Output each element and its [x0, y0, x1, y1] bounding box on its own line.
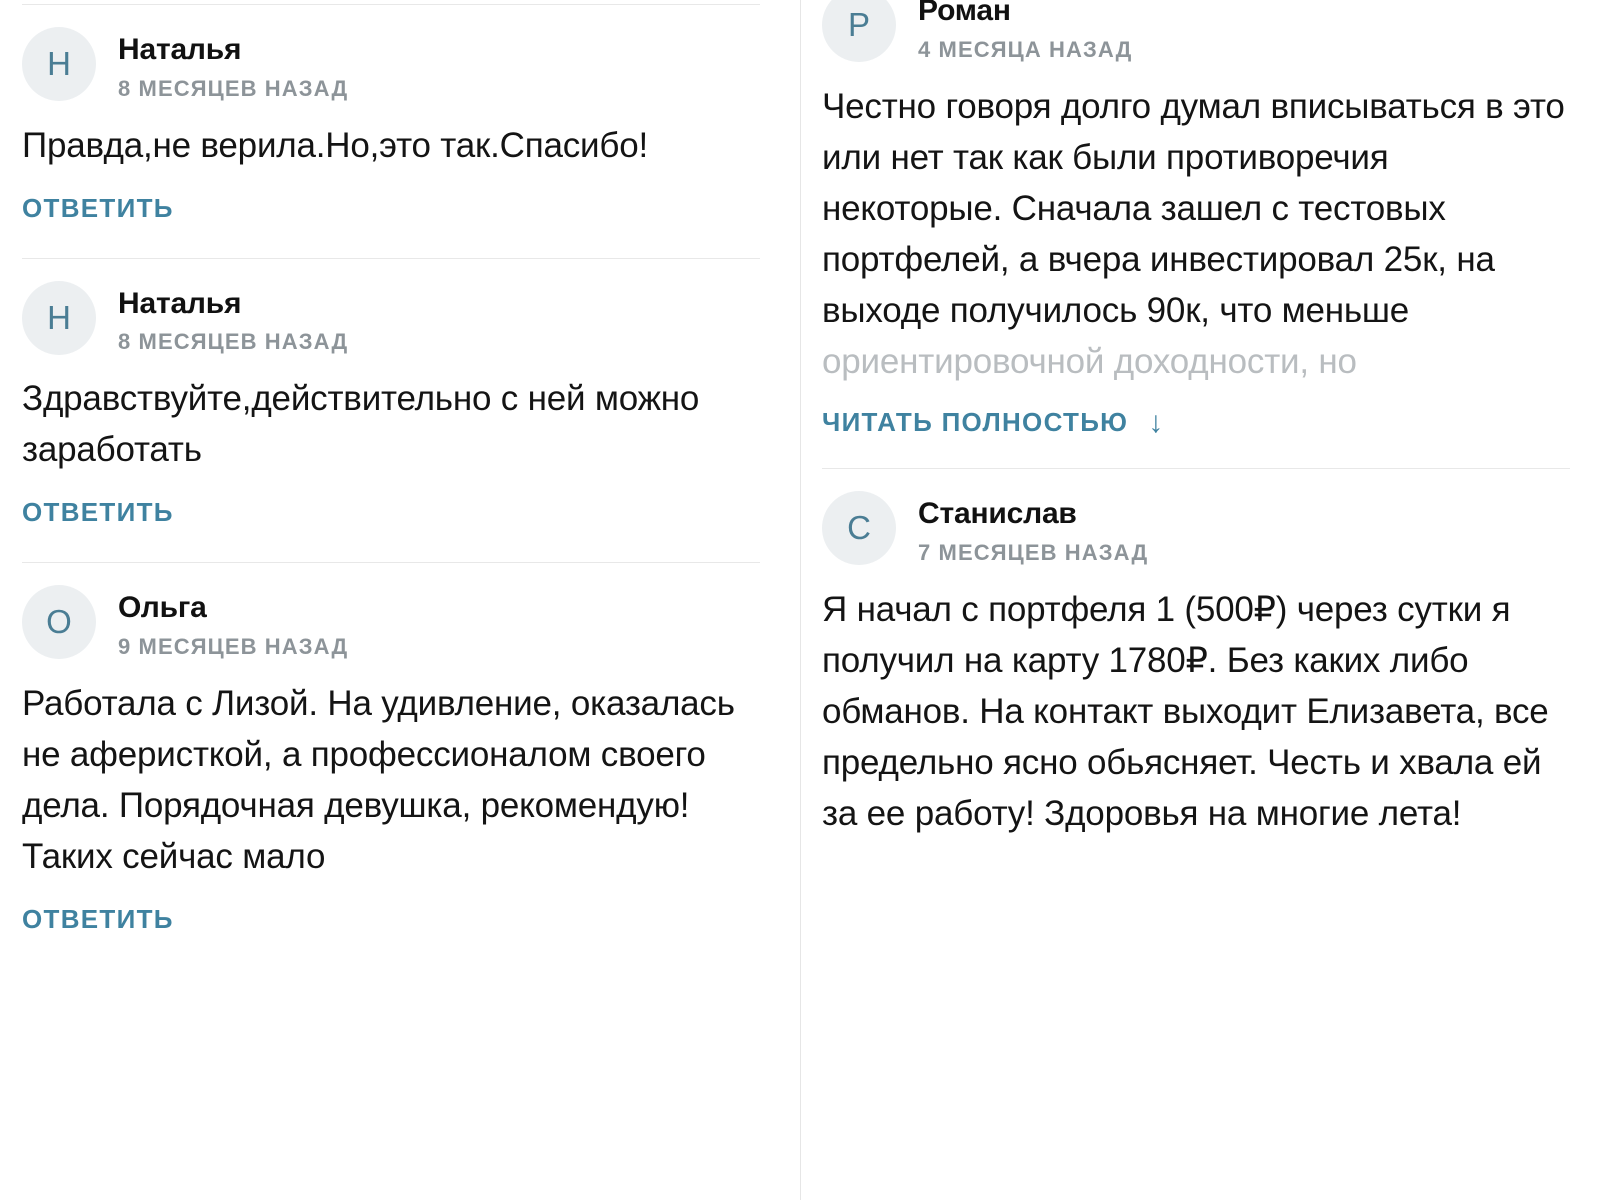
comment-date: 8 МЕСЯЦЕВ НАЗАД	[118, 75, 349, 101]
comment-text: Здравствуйте,действительно с ней можно заработать	[22, 379, 700, 470]
comment-author: Наталья	[118, 33, 242, 66]
reply-button[interactable]: ОТВЕТИТЬ	[22, 192, 174, 223]
comment-meta	[918, 491, 1148, 566]
reply-button[interactable]: ОТВЕТИТЬ	[22, 497, 174, 528]
comment-date: 4 МЕСЯЦА НАЗАД	[918, 36, 1133, 62]
comment-meta	[918, 0, 1132, 63]
chevron-down-icon: ↓	[1148, 405, 1165, 439]
comment-header	[22, 259, 760, 356]
comment-meta	[118, 281, 348, 356]
comment-item	[822, 468, 1570, 849]
comment-date: 8 МЕСЯЦЕВ НАЗАД	[118, 329, 349, 355]
comment-header	[22, 563, 760, 660]
comment-author: Станислав	[918, 497, 1077, 531]
reply-button[interactable]: ОТВЕТИТЬ	[22, 904, 174, 935]
comment-text: Я начал с портфеля 1 (500₽) через сутки я получил на карту 1780₽. Без каких либо обманов. На контакт выходит Елизавета, все предельно ясно обьясняет. Честь и хвала ей за ее работу! Здоровья на многие лета!	[822, 589, 1549, 833]
read-more-button[interactable]	[822, 407, 1165, 438]
comment-item	[22, 258, 760, 539]
comment-header	[22, 5, 760, 102]
comment-text-visible: Честно говоря долго думал вписываться в это или нет так как были противоречия некоторые. Сначала зашел с тестовых портфелей, а вчера инвестировал 25к, на выходе получилось 90к, что меньше	[822, 86, 1565, 330]
comment-text	[822, 81, 1570, 388]
comment-header	[822, 469, 1570, 566]
comment-header	[822, 0, 1570, 63]
comment-meta	[118, 27, 348, 102]
avatar: Н	[22, 281, 96, 355]
avatar: О	[22, 585, 96, 659]
comment-item	[22, 5, 760, 234]
avatar: С	[822, 491, 896, 565]
comment-meta	[118, 585, 348, 660]
comment-text-truncated: ориентировочной доходности, но	[822, 341, 1357, 381]
comment-item	[822, 0, 1570, 448]
comment-text: Работала с Лизой. На удивление, оказалась не аферисткой, а профессионалом своего дела. Порядочная девушка, рекомендую! Таких сейчас мало	[22, 683, 735, 877]
comment-item	[22, 562, 760, 945]
comment-date: 7 МЕСЯЦЕВ НАЗАД	[918, 539, 1149, 565]
comment-author: Ольга	[118, 591, 207, 625]
avatar: Р	[822, 0, 896, 62]
comment-author: Наталья	[118, 286, 242, 320]
comment-date: 9 МЕСЯЦЕВ НАЗАД	[118, 633, 349, 659]
read-more-label: ЧИТАТЬ ПОЛНОСТЬЮ	[822, 407, 1129, 438]
comment-author: Роман	[918, 0, 1011, 27]
comment-text: Правда,не верила.Но,это так.Спасибо!	[22, 125, 649, 165]
avatar: Н	[22, 27, 96, 101]
comments-column-right	[800, 0, 1600, 1200]
